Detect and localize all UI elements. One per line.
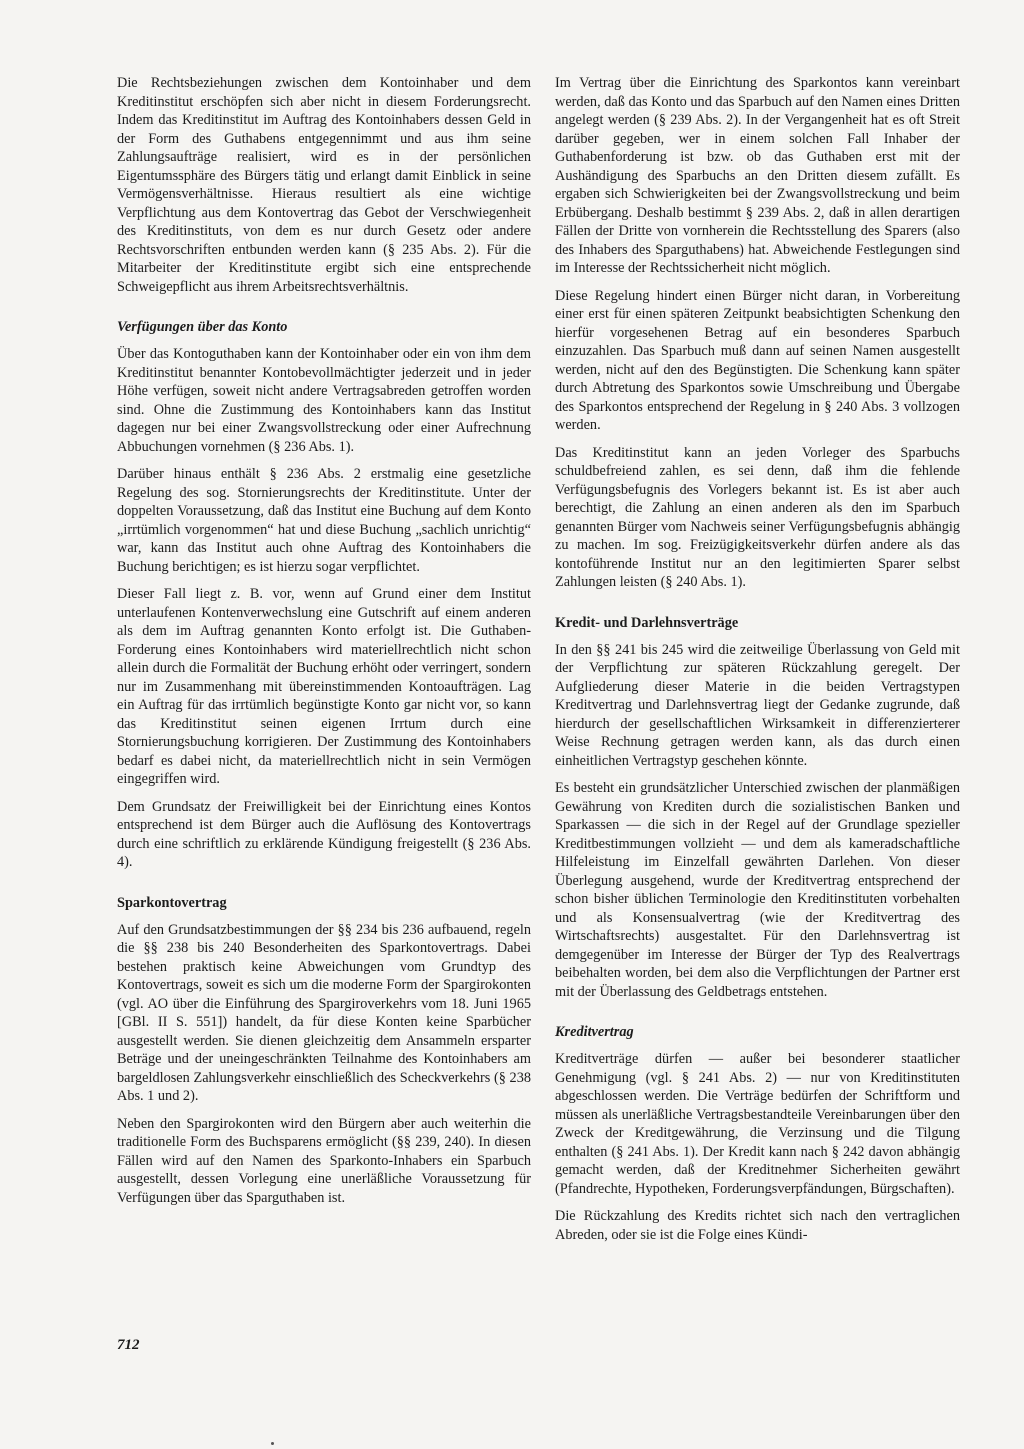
section-heading: Kreditvertrag <box>555 1024 634 1040</box>
paragraph: Über das Kontoguthaben kann der Kontoinhaber oder ein von ihm dem Kreditinstitut benannter Kontobevollmächtigter jederzeit und in jeder Höhe verfügen, soweit nicht andere Vertragsabreden getroffen worden sind. Ohne die Zustimmung des Kontoinhabers kann das Institut dagegen nur bei einer Zwangsvollstreckung oder einer Aufrechnung Abbuchungen vornehmen (§ 236 Abs. 1). <box>117 346 531 455</box>
paragraph: Das Kreditinstitut kann an jeden Vorleger des Sparbuchs schuldbefreiend zahlen, es sei denn, daß ihm die fehlende Verfügungsbefugnis des Vorlegers bekannt ist. Es ist aber auch berechtigt, die Zahlung an einen anderen als den im Sparbuch genannten Bürger vom Nachweis seiner Verfügungsbefugnis abhängig zu machen. Im sog. Freizügigkeitsverkehr dürfen andere als das kontoführende Institut nur an den legitimierten Sparer selbst Zahlungen leisten (§ 240 Abs. 1). <box>555 444 960 590</box>
section-heading: Sparkontovertrag <box>117 894 227 911</box>
paragraph: Es besteht ein grundsätzlicher Unterschied zwischen der planmäßigen Gewährung von Krediten durch die sozialistischen Banken und Sparkassen — die sich in der Regel auf der Grundlage spezieller Kreditbestimmungen vollzieht — und dem als kameradschaftliche Hilfeleistung im Einzelfall gewährten Darlehen. Von dieser Überlegung ausgehend, wurde der Kreditvertrag entsprechend der schon bisher üblichen Terminologie den Kreditinstituten vorbehalten und als Konsensualvertrag (wie der Kreditvertrag des Wirtschaftsrechts) ausgestaltet. Für den Darlehnsvertrag ist demgegenüber im Interesse der Bürger der Typ des Realvertrags beibehalten worden, bei dem also die Verpflichtungen der Partner erst mit der Überlassung des Geldbetrags entstehen. <box>555 780 960 1000</box>
section-heading: Kredit- und Darlehnsverträge <box>555 614 739 631</box>
paragraph: Auf den Grundsatzbestimmungen der §§ 234 bis 236 aufbauend, regeln die §§ 238 bis 240 Besonderheiten des Sparkontovertrags. Dabei bestehen praktisch keine Abweichungen vom Grundtyp des Kontovertrags, soweit es sich um die moderne Form der Spargirokonten (vgl. AO über die Einführung des Spargiroverkehrs vom 18. Juni 1965 [GBl. II S. 551]) handelt, da für diese Konten keine Sparbücher ausgestellt werden. Sie dienen gleichzeitig dem Ansammeln ersparter Beträge und der uneingeschränkten Teilnahme des Kontoinhabers am bargeldlosen Zahlungsverkehr einschließlich des Scheckverkehrs (§ 238 Abs. 1 und 2). <box>117 921 531 1104</box>
paragraph: Die Rechtsbeziehungen zwischen dem Kontoinhaber und dem Kreditinstitut erschöpfen sich aber nicht in diesem Forderungsrecht. Indem das Kreditinstitut im Auftrag des Kontoinhabers dessen Geld in der Form des Guthabens entgegennimmt und aus ihm seine Zahlungsaufträge realisiert, wird es in der persönlichen Eigentumssphäre des Bürgers tätig und erlangt damit Einblick in seine Vermögensverhältnisse. Hieraus resultiert als eine wichtige Verpflichtung aus dem Kontovertrag das Gebot der Verschwiegenheit des Kreditinstituts, von dem es nur durch Gesetz oder andere Rechtsvorschriften entbunden werden kann (§ 235 Abs. 2). Für die Mitarbeiter der Kreditinstitute ergibt sich eine entsprechende Schweigepflicht aus ihrem Arbeitsrechtsverhältnis. <box>117 75 531 295</box>
paragraph: Dem Grundsatz der Freiwilligkeit bei der Einrichtung eines Kontos entsprechend ist dem Bürger auch die Auflösung des Kontovertrags durch eine schriftlich zu erklärende Kündigung freigestellt (§ 236 Abs. 4). <box>117 798 531 870</box>
right-column <box>555 74 960 1253</box>
scan-speck <box>271 1442 274 1445</box>
page-number: 712 <box>117 1337 140 1353</box>
paragraph: Die Rückzahlung des Kredits richtet sich nach den vertraglichen Abreden, oder sie ist die Folge eines Kündi- <box>555 1208 960 1243</box>
section-heading: Verfügungen über das Konto <box>117 319 288 335</box>
paragraph: Kreditverträge dürfen — außer bei besonderer staatlicher Genehmigung (vgl. § 241 Abs. 2) — nur von Kreditinstituten abgeschlossen werden. Die Verträge bedürfen der Schriftform und müssen als unerläßliche Vertragsbestandteile Vereinbarungen über den Zweck der Kreditgewährung, die Verzinsung und die Tilgung enthalten (§ 241 Abs. 1). Der Kredit kann nach § 242 davon abhängig gemacht werden, daß der Kreditnehmer Sicherheiten gewährt (Pfandrechte, Hypotheken, Forderungsverpfändungen, Bürgschaften). <box>555 1051 960 1197</box>
paragraph: Diese Regelung hindert einen Bürger nicht daran, in Vorbereitung einer erst für einen späteren Zeitpunkt beabsichtigten Schenkung den hierfür vorgesehenen Betrag auf ein besonderes Sparbuch einzuzahlen. Das Sparbuch muß dann auf seinen Namen ausgestellt werden, nicht auf den des Begünstigten. Die Schenkung kann später durch Abtretung des Sparkontos sowie Umschreibung und Übergabe des Sparkontos entsprechend der Regelung in § 240 Abs. 3 vollzogen werden. <box>555 287 960 433</box>
paragraph: Darüber hinaus enthält § 236 Abs. 2 erstmalig eine gesetzliche Regelung des sog. Stornierungsrechts der Kreditinstitute. Unter der doppelten Voraussetzung, daß das Institut eine Buchung auf dem Konto „irrtümlich vorgenommen“ hat und diese Buchung „sachlich unrichtig“ war, kann das Institut auch ohne Auftrag des Kontoinhabers die Buchung berichtigen; es ist hierzu sogar verpflichtet. <box>117 466 531 575</box>
paragraph: Neben den Spargirokonten wird den Bürgern aber auch weiterhin die traditionelle Form des Buchsparens ermöglicht (§§ 239, 240). In diesen Fällen wird auf den Namen des Sparkonto-Inhabers ein Sparbuch ausgestellt, dessen Vorlegung eine unerläßliche Voraussetzung für Verfügungen über das Sparguthaben ist. <box>117 1115 531 1206</box>
left-column <box>117 74 531 1216</box>
paragraph: In den §§ 241 bis 245 wird die zeitweilige Überlassung von Geld mit der Verpflichtung zur späteren Rückzahlung geregelt. Der Aufgliederung dieser Materie in die beiden Vertragstypen Kreditvertrag und Darlehnsvertrag liegt der Gedanke zugrunde, daß hierdurch der gesellschaftlichen Wirksamkeit in differenzierterer Weise Rechnung getragen werden kann, als das durch einen einheitlichen Vertragstyp geschehen könnte. <box>555 641 960 769</box>
paragraph: Dieser Fall liegt z. B. vor, wenn auf Grund einer dem Institut unterlaufenen Kontenverwechslung eine Gutschrift auf einem anderen als dem im Auftrag genannten Konto erfolgt ist. Die Guthaben-Forderung eines Kontoinhabers wird materiellrechtlich nicht schon allein durch die Formalität der Buchung erhöht oder verringert, sondern nur im Zusammenhang mit übereinstimmenden Kontoaufträgen. Lag ein Auftrag für das irrtümlich begünstigte Konto gar nicht vor, so kann das Kreditinstitut seinen eigenen Irrtum durch eine Stornierungsbuchung korrigieren. Der Zustimmung des Kontoinhabers bedarf es dabei nicht, da materiellrechtlich nicht in sein Vermögen eingegriffen wird. <box>117 586 531 787</box>
paragraph: Im Vertrag über die Einrichtung des Sparkontos kann vereinbart werden, daß das Konto und das Sparbuch auf den Namen eines Dritten angelegt werden (§ 239 Abs. 2). In der Vergangenheit hat es oft Streit darüber gegeben, wer in einem solchen Fall Inhaber der Guthabenforderung ist bzw. ob das Guthaben erst mit der Aushändigung des Sparbuchs an den Dritten diesem zufällt. Es ergaben sich Schwierigkeiten bei der Zwangsvollstreckung und beim Erbübergang. Deshalb bestimmt § 239 Abs. 2, daß in allen derartigen Fällen der Dritte von vornherein die Rechtsstellung des Sparers (also des Inhabers des Sparguthabens) hat. Abweichende Festlegungen sind im Interesse der Rechtssicherheit nicht möglich. <box>555 75 960 276</box>
